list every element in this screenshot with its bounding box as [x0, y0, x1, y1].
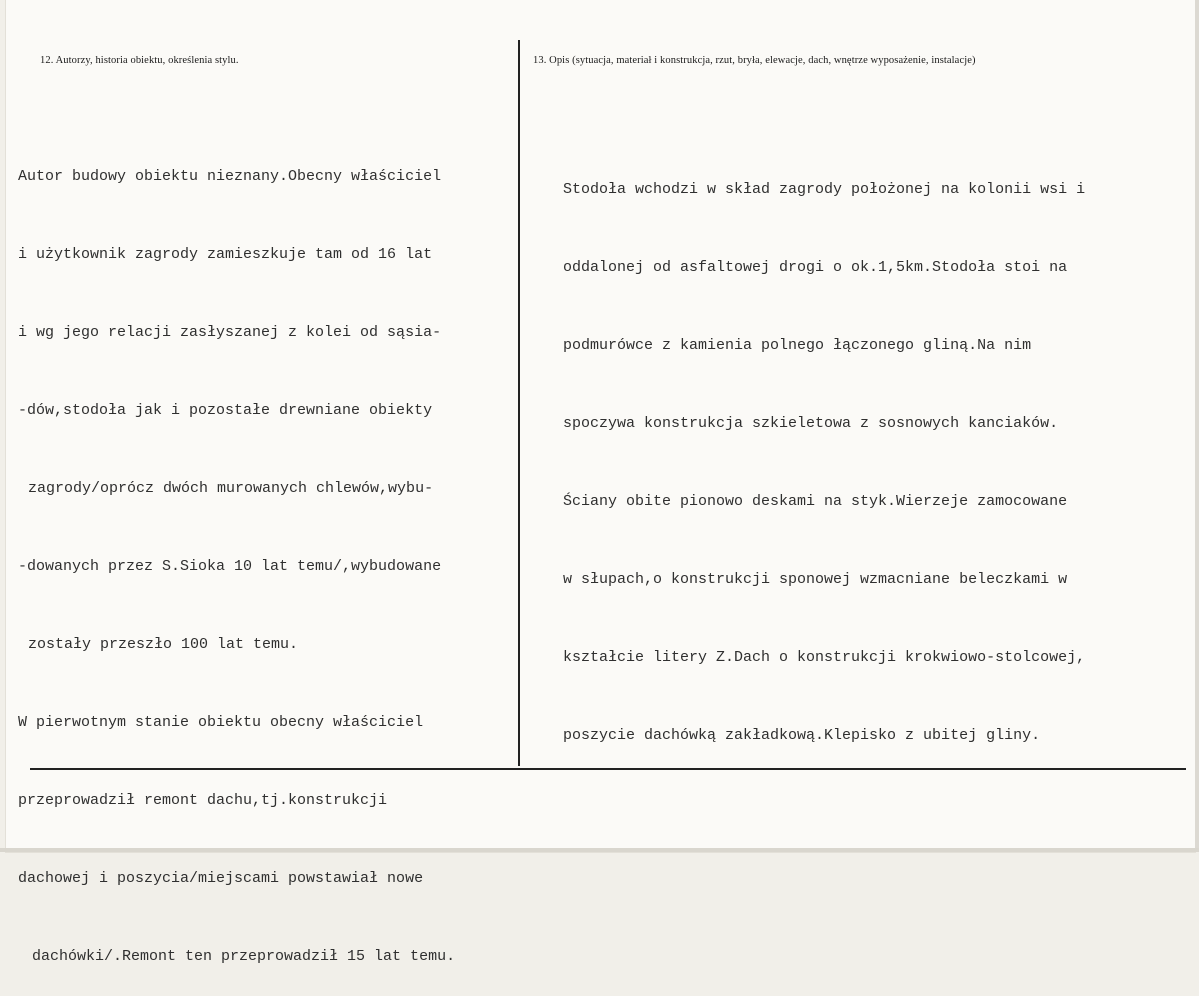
text-line: -dów,stodoła jak i pozostałe drewniane obiekty — [18, 402, 433, 419]
text-line: w słupach,o konstrukcji sponowej wzmacniane beleczkami w — [563, 571, 1068, 588]
text-line: dachówki/.Remont ten przeprowadził 15 lat temu. — [32, 948, 456, 965]
section-13-body — [563, 125, 1085, 775]
text-line: dachowej i poszycia/miejscami powstawiał nowe — [18, 870, 424, 887]
text-line: zagrody/oprócz dwóch murowanych chlewów,wybu- — [28, 480, 434, 497]
text-line: podmurówce z kamienia polnego łączonego gliną.Na nim — [563, 337, 1032, 354]
text-line: spoczywa konstrukcja szkieletowa z sosnowych kanciaków. — [563, 415, 1059, 432]
page-edge — [1195, 0, 1199, 852]
text-line: Stodoła wchodzi w skład zagrody położonej na kolonii wsi i — [563, 181, 1086, 198]
text-line: kształcie litery Z.Dach o konstrukcji krokwiowo-stolcowej, — [563, 649, 1086, 666]
section-12-body — [18, 112, 455, 996]
section-13-heading: 13. Opis (sytuacja, materiał i konstrukcja, rzut, bryła, elewacje, dach, wnętrze wyposażenie, instalacje) — [533, 55, 976, 66]
text-line: przeprowadził remont dachu,tj.konstrukcji — [18, 792, 388, 809]
text-line: i użytkownik zagrody zamieszkuje tam od 16 lat — [18, 246, 433, 263]
text-line: i wg jego relacji zasłyszanej z kolei od sąsia- — [18, 324, 442, 341]
text-line: poszycie dachówką zakładkową.Klepisko z ubitej gliny. — [563, 727, 1041, 744]
text-line: W pierwotnym stanie obiektu obecny właściciel — [18, 714, 424, 731]
text-line: -dowanych przez S.Sioka 10 lat temu/,wybudowane — [18, 558, 442, 575]
text-line: Autor budowy obiektu nieznany.Obecny właściciel — [18, 168, 442, 185]
text-line: oddalonej od asfaltowej drogi o ok.1,5km.Stodoła stoi na — [563, 259, 1068, 276]
section-12-heading: 12. Autorzy, historia obiektu, określenia stylu. — [40, 55, 239, 66]
column-divider — [518, 40, 520, 766]
text-line: zostały przeszło 100 lat temu. — [28, 636, 299, 653]
text-line: Ściany obite pionowo deskami na styk.Wierzeje zamocowane — [563, 493, 1068, 510]
